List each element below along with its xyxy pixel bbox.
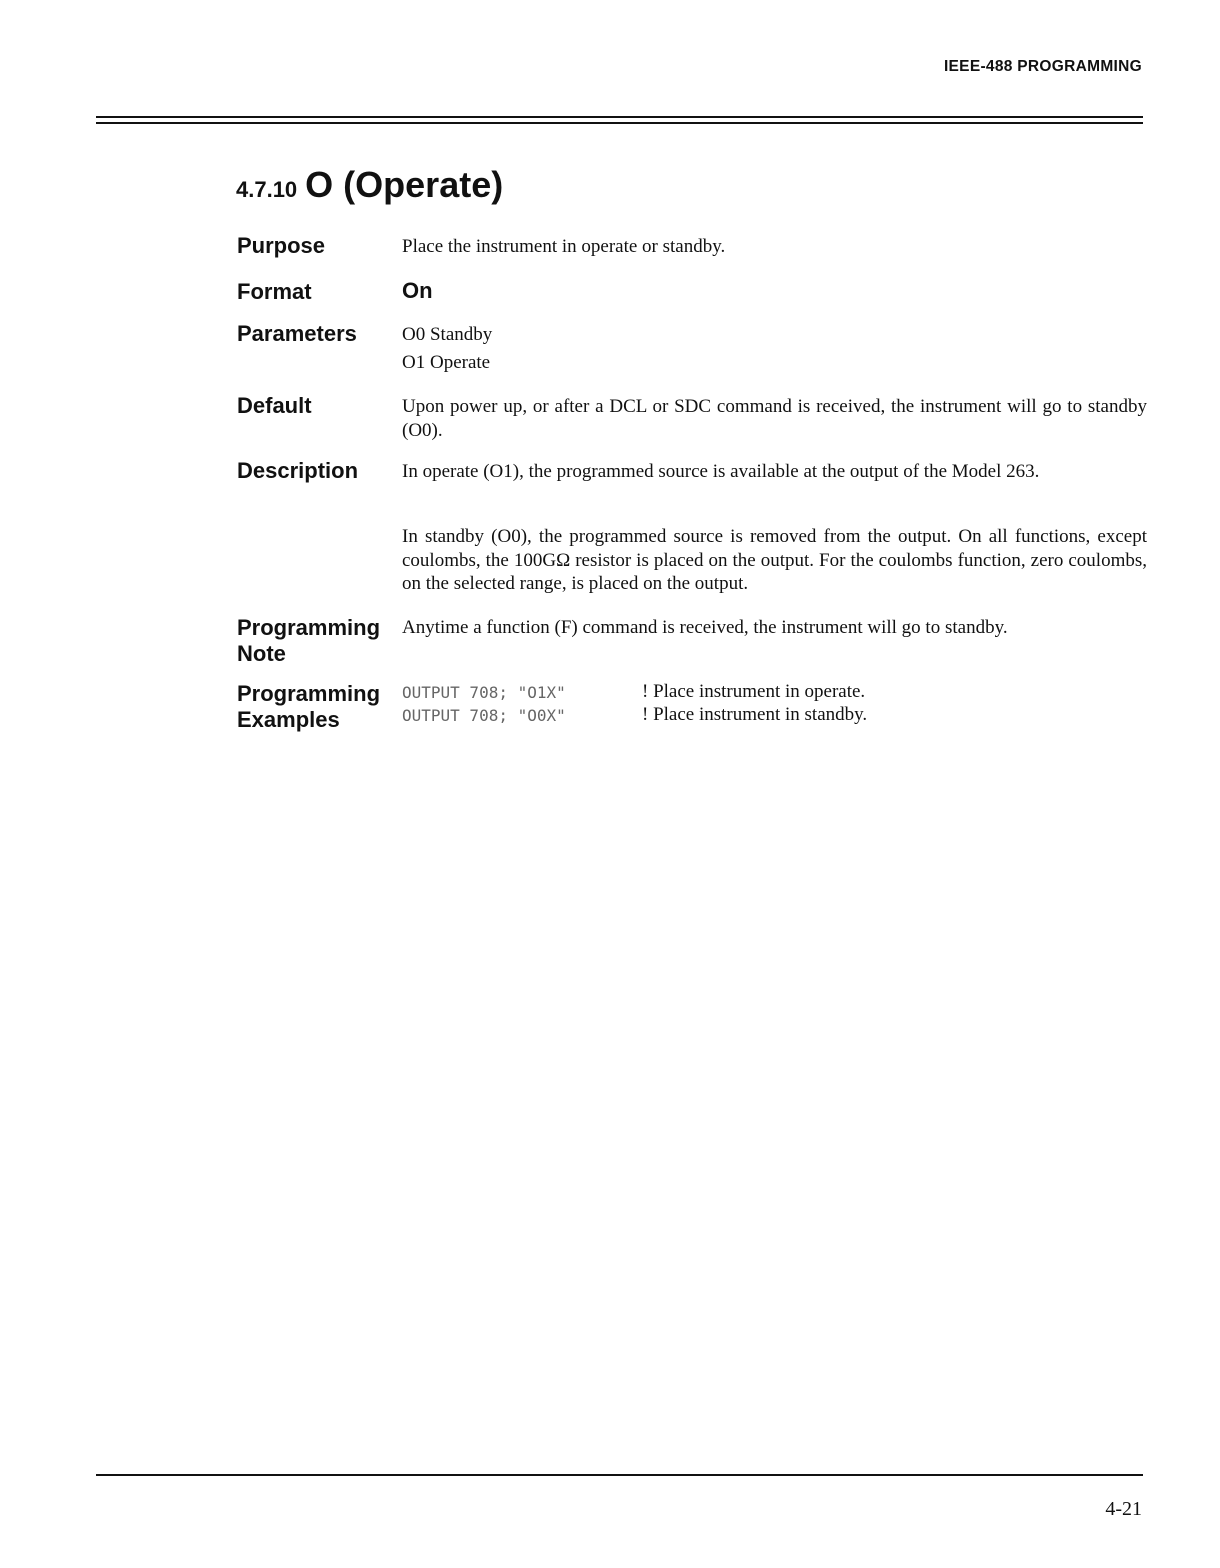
- header-rule-lower: [96, 122, 1143, 124]
- section-title: O (Operate): [305, 164, 504, 205]
- purpose-label: Purpose: [237, 233, 326, 258]
- example-command: OUTPUT 708; "O1X": [402, 683, 566, 702]
- programming-examples-label-line2: Examples: [237, 707, 340, 732]
- description-paragraph-1: In operate (O1), the programmed source is available at the output of the Model 263.: [402, 461, 1040, 482]
- programming-note-label-line2: Note: [237, 641, 286, 666]
- running-header: IEEE-488 PROGRAMMING: [943, 58, 1142, 75]
- format-label: Format: [237, 279, 312, 304]
- programming-examples-label: [237, 681, 380, 733]
- section-number: 4.7.10: [236, 177, 298, 202]
- programming-note-label-line1: Programming: [237, 615, 381, 640]
- description-label: Description: [237, 458, 359, 483]
- default-text: Upon power up, or after a DCL or SDC command is received, the instrument will go to standby (O0).: [402, 396, 1147, 441]
- example-command: OUTPUT 708; "O0X": [402, 706, 566, 725]
- parameter-item-standby: O0 Standby: [402, 324, 493, 345]
- example-row: [402, 704, 1147, 728]
- parameters-label: Parameters: [237, 321, 357, 346]
- parameter-item-operate: O1 Operate: [402, 351, 491, 373]
- programming-note-label: [237, 615, 380, 667]
- programming-examples-label-line1: Programming: [237, 681, 381, 706]
- description-paragraph-2: In standby (O0), the programmed source is removed from the output. On all functions, except coulombs, the 100GΩ resistor is placed on the output. For the coulombs function, zero coulombs, on the selected range, is placed on the output.: [402, 526, 1147, 594]
- example-row: [402, 681, 1147, 705]
- example-comment: ! Place instrument in standby.: [642, 704, 868, 725]
- purpose-text: Place the instrument in operate or standby.: [402, 236, 726, 257]
- header-rule-upper: [96, 116, 1143, 118]
- format-code: On: [402, 278, 433, 303]
- parameters-list: [402, 323, 1147, 374]
- page-number: 4-21: [1105, 1498, 1142, 1520]
- example-comment: ! Place instrument in operate.: [642, 681, 866, 702]
- default-label: Default: [237, 393, 312, 418]
- footer-rule: [96, 1474, 1143, 1476]
- programming-note-text: Anytime a function (F) command is received, the instrument will go to standby.: [402, 617, 1008, 638]
- section-heading: [236, 164, 503, 206]
